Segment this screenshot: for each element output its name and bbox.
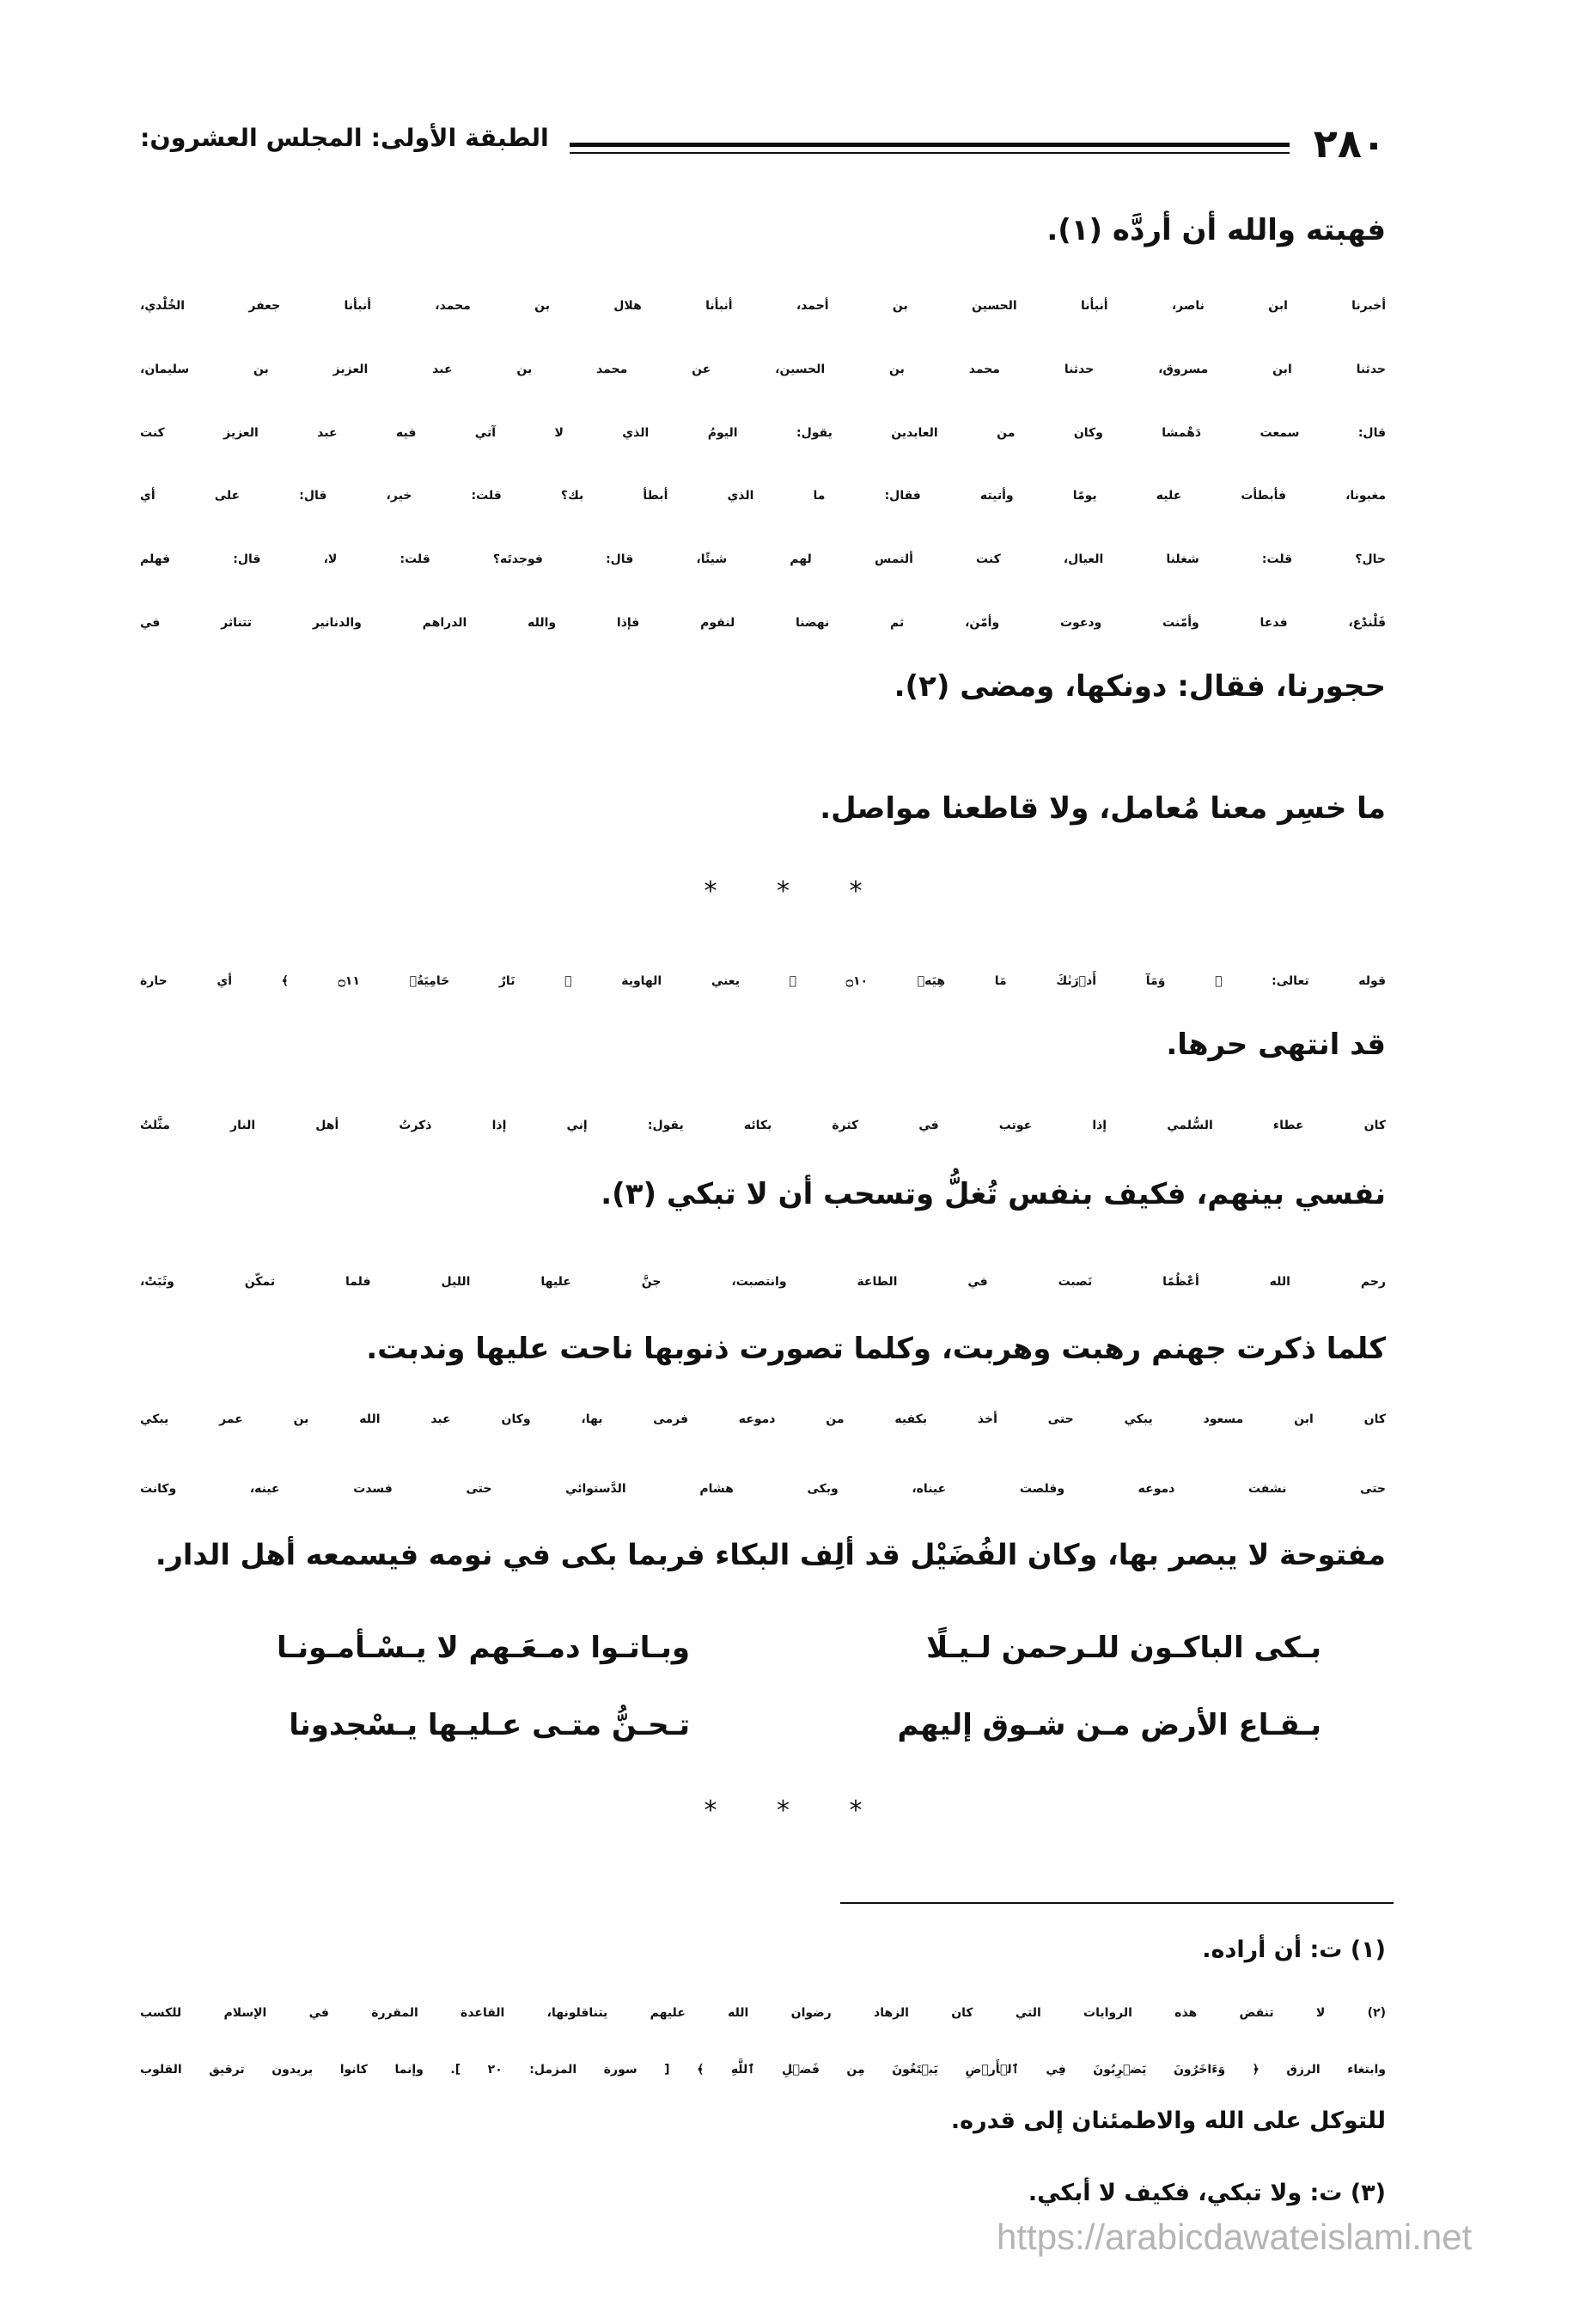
footnote-line: وابتغاء الرزق ﴿ وَءَاخَرُونَ يَضۡرِبُونَ فِي ٱلۡأَرۡضِ يَبۡتَغُونَ مِن فَضۡلِ ٱللَّهِ ﴾ [ سورة المزمل: ٢٠ ]. وإنما كانوا يريدون ترقيق القلوب — [140, 2063, 1386, 2077]
text-line: قال: سمعت دَهْمشا وكان من العابدين يقول: اليومُ الذي لا آتي فيه عبد العزيز كنت — [140, 426, 1386, 440]
section-separator: * * * — [704, 876, 888, 906]
text-line: رحم الله أعْظُمًا نَصبت في الطاعة وانتصبت، جنَّ عليها الليل فلما تمكّن وثَبَتْ، — [140, 1275, 1386, 1289]
text-line: مفتوحة لا يبصر بها، وكان الفُضَيْل قد ألِف البكاء فربما بكى في نومه فيسمعه أهل الدار. — [155, 1538, 1386, 1571]
text-line: حدثنا ابن مسروق، حدثنا محمد بن الحسين، عن محمد بن عبد العزيز بن سليمان، — [140, 363, 1386, 376]
text-line: نفسي بينهم، فكيف بنفس تُغلُّ وتسحب أن لا تبكي (٣). — [601, 1177, 1386, 1211]
page-number: ٢٨٠ — [1313, 120, 1386, 167]
text-line: حال؟ قلت: شغلنا العيال، كنت ألتمس لهم شيئًا، قال: فوجدتَه؟ قلت: لا، قال: فهلم — [140, 552, 1386, 566]
text-line: حجورنا، فقال: دونكها، ومضى (٢). — [894, 669, 1386, 704]
text-line: كان عطاء السُّلمي إذا عوتب في كثرة بكائه يقول: إني إذا ذكرتُ أهل النار مثَّلتُ — [140, 1119, 1386, 1132]
footnote-divider — [840, 1902, 1394, 1904]
text-line: قد انتهى حرها. — [1166, 1028, 1386, 1062]
text-line: أخبرنا ابن ناصر، أنبأنا الحسين بن أحمد، أنبأنا هلال بن محمد، أنبأنا جعفر الخُلْدي، — [140, 299, 1386, 313]
poem-second-hemistich: تـحـنُّ متـى عـليـها يـسْجدونا — [289, 1708, 690, 1742]
text-line: مغبونا، فأبطأت عليه يومًا وأتيته فقال: ما الذي أبطأ بك؟ قلت: خير، قال: على أي — [140, 489, 1386, 503]
poem-first-hemistich: بـقـاع الأرض مـن شـوق إليهم — [897, 1708, 1321, 1742]
text-line: ما خسِر معنا مُعامل، ولا قاطعنا مواصل. — [820, 791, 1386, 826]
running-title: الطبقة الأولى: المجلس العشرون: — [140, 124, 549, 152]
poem-first-hemistich: بـكى الباكـون للـرحمن لـيـلًا — [926, 1631, 1321, 1665]
text-line: فهبته والله أن أردَّه (١). — [1046, 213, 1386, 247]
header-rule — [570, 143, 1290, 154]
poem-second-hemistich: وبـاتـوا دمـعَـهم لا يـسْـأمـونـا — [276, 1631, 690, 1665]
text-line: حتى نشفت دموعه وقلصت عيناه، وبكى هشام الدَّستوائي حتى فسدت عينه، وكانت — [140, 1482, 1386, 1496]
footnote-line: للتوكل على الله والاطمئنان إلى قدره. — [950, 2107, 1386, 2134]
text-line: قوله تعالى: ﴿ وَمَآ أَدۡرَىٰكَ مَا هِيَهۡ ۝١٠ ﴾ يعني الهاوية ﴿ نَارٌ حَامِيَةُۢ ۝١١ ﴾ أي حارة — [140, 974, 1386, 988]
footnote-line: (١) ت: أن أراده. — [1202, 1937, 1386, 1963]
section-separator: * * * — [704, 1796, 888, 1826]
text-line: كلما ذكرت جهنم رهبت وهربت، وكلما تصورت ذنوبها ناحت عليها وندبت. — [366, 1332, 1386, 1366]
watermark-url: https://arabicdawateislami.net — [997, 2217, 1473, 2257]
text-line: كان ابن مسعود يبكي حتى أخذ بكفيه من دموعه فرمى بها، وكان عبد الله بن عمر يبكي — [140, 1412, 1386, 1426]
text-line: فَلْندْع، فدعا وأمّنت ودعوت وأمّن، ثم نهضنا لنقوم فإذا والله الدراهم والدنانير تتناثر في — [140, 616, 1386, 630]
footnote-line: (٢) لا تنقض هذه الروايات التي كان الزهاد رضوان الله عليهم يتناقلونها، القاعدة المقررة في الإسلام للكسب — [140, 2006, 1386, 2020]
footnote-line: (٣) ت: ولا تبكي، فكيف لا أبكي. — [1028, 2180, 1386, 2206]
page-header — [140, 120, 1386, 172]
